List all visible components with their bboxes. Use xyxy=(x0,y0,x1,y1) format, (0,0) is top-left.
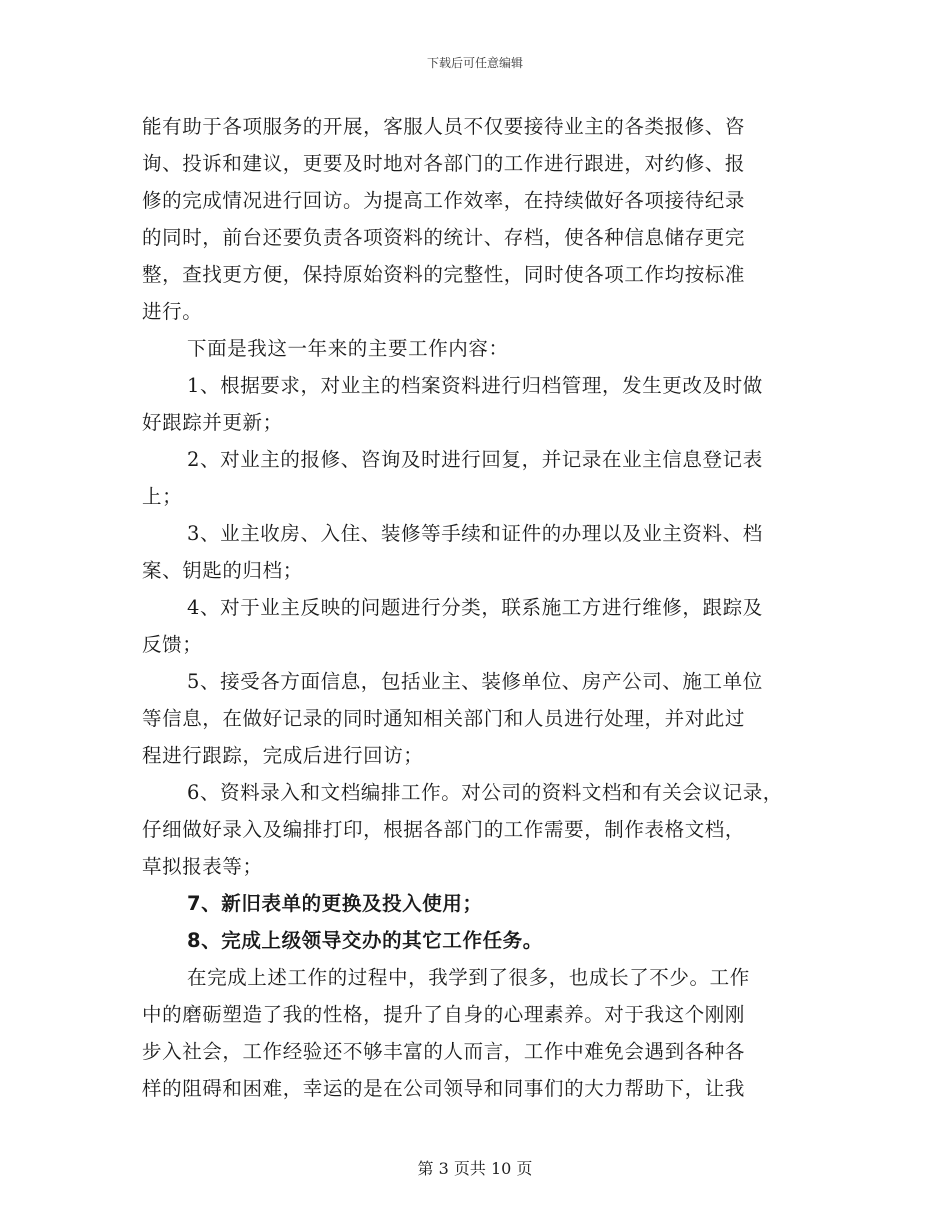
text-line: 仔细做好录入及编排打印，根据各部门的工作需要，制作表格文档， xyxy=(142,818,746,841)
text-line: 修的完成情况进行回访。为提高工作效率，在持续做好各项接待纪录 xyxy=(142,189,746,212)
list-item-5: 5、接受各方面信息，包括业主、装修单位、房产公司、施工单位 xyxy=(187,670,763,693)
list-item-8: 8、完成上级领导交办的其它工作任务。 xyxy=(187,929,543,952)
list-item-4: 4、对于业主反映的问题进行分类，联系施工方进行维修，跟踪及 xyxy=(187,596,763,619)
text-line: 草拟报表等； xyxy=(142,855,263,878)
text-line: 好跟踪并更新； xyxy=(142,411,283,434)
list-item-7: 7、新旧表单的更换及投入使用； xyxy=(187,892,483,915)
text-line: 等信息，在做好记录的同时通知相关部门和人员进行处理，并对此过 xyxy=(142,707,746,730)
document-body xyxy=(142,108,822,1107)
text-line: 中的磨砺塑造了我的性格，提升了自身的心理素养。对于我这个刚刚 xyxy=(142,1003,746,1026)
text-line: 程进行跟踪，完成后进行回访； xyxy=(142,744,424,767)
text-line: 样的阻碍和困难，幸运的是在公司领导和同事们的大力帮助下，让我 xyxy=(142,1077,746,1100)
text-line: 整，查找更方便，保持原始资料的完整性，同时使各项工作均按标准 xyxy=(142,263,746,286)
text-line: 上； xyxy=(142,485,183,508)
list-item-3: 3、业主收房、入住、装修等手续和证件的办理以及业主资料、档 xyxy=(187,522,763,545)
page-footer: 第 3 页共 10 页 xyxy=(417,1159,533,1178)
list-item-2: 2、对业主的报修、咨询及时进行回复，并记录在业主信息登记表 xyxy=(187,448,763,471)
text-line: 在完成上述工作的过程中，我学到了很多，也成长了不少。工作 xyxy=(187,966,750,989)
page-header: 下载后可任意编辑 xyxy=(426,56,523,70)
text-line: 询、投诉和建议，更要及时地对各部门的工作进行跟进，对约修、报 xyxy=(142,152,746,175)
text-line: 下面是我这一年来的主要工作内容： xyxy=(187,337,509,360)
list-item-6: 6、资料录入和文档编排工作。对公司的资料文档和有关会议记录， xyxy=(187,781,783,804)
text-line: 案、钥匙的归档； xyxy=(142,559,303,582)
text-line: 反馈； xyxy=(142,633,203,656)
list-item-1: 1、根据要求，对业主的档案资料进行归档管理，发生更改及时做 xyxy=(187,374,763,397)
text-line: 步入社会，工作经验还不够丰富的人而言，工作中难免会遇到各种各 xyxy=(142,1040,746,1063)
text-line: 的同时，前台还要负责各项资料的统计、存档，使各种信息储存更完 xyxy=(142,226,746,249)
text-line: 进行。 xyxy=(142,300,203,323)
text-line: 能有助于各项服务的开展，客服人员不仅要接待业主的各类报修、咨 xyxy=(142,115,746,138)
